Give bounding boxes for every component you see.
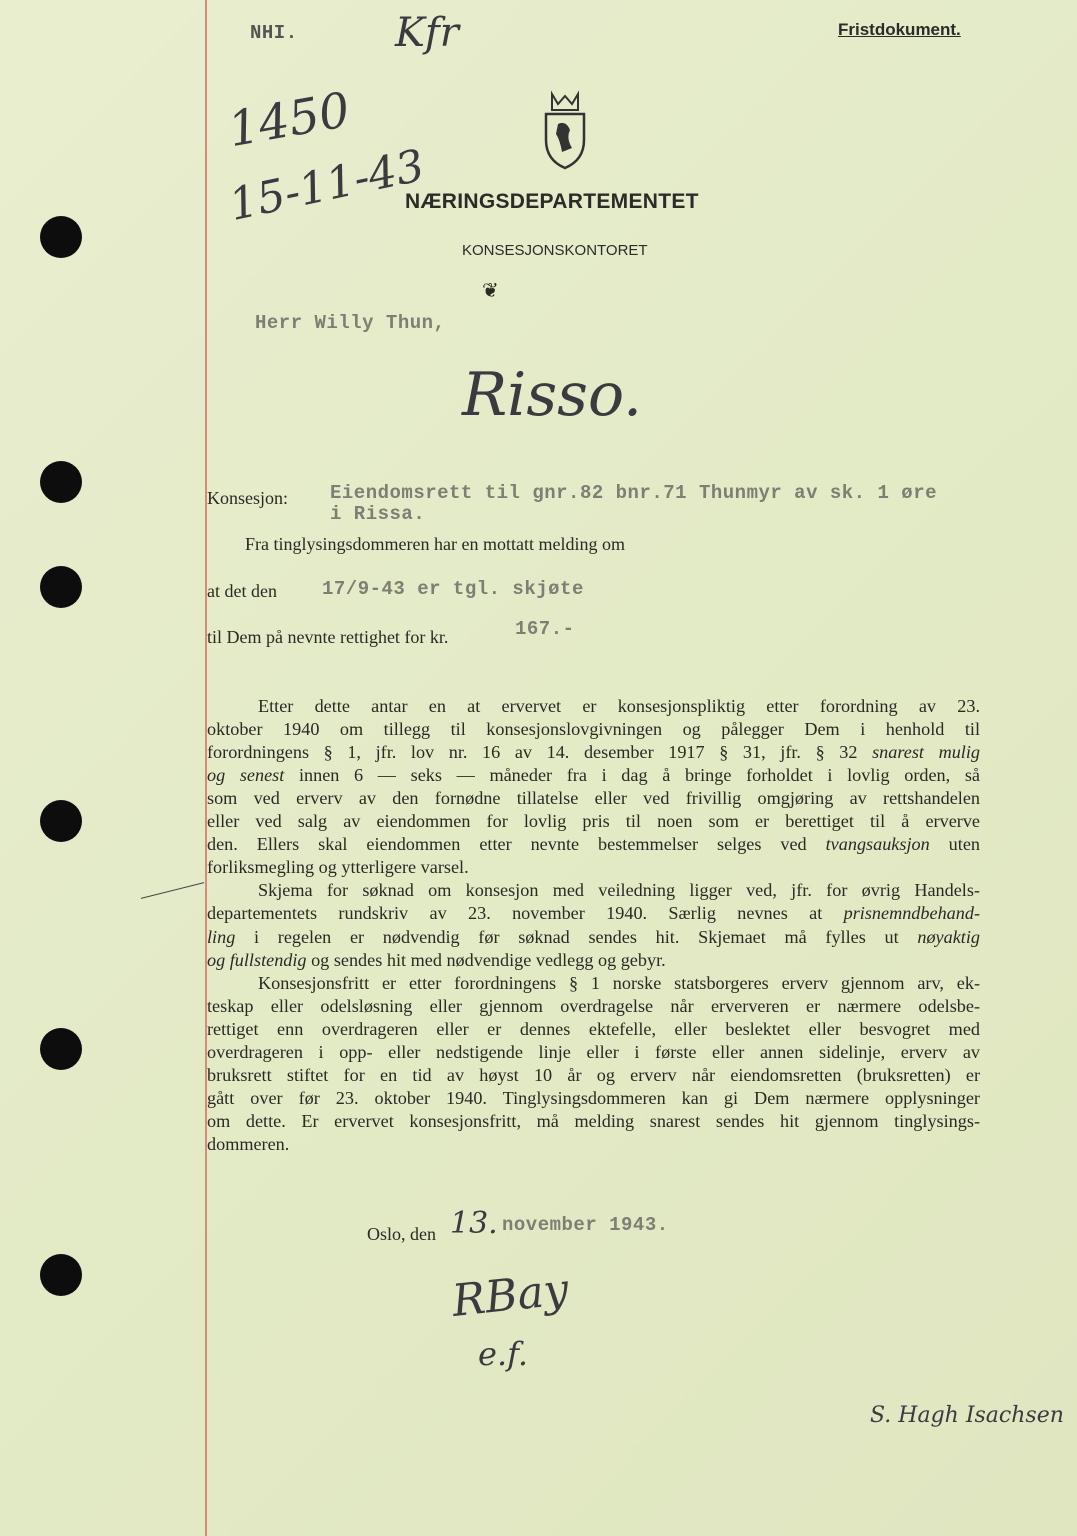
punch-hole	[40, 566, 82, 608]
body-line	[207, 1087, 980, 1109]
text-segment: uten	[929, 834, 980, 855]
text-segment: Etter dette antar en at ervervet er konsesjonspliktig etter forordning av 23.	[258, 696, 980, 716]
body-line	[207, 949, 980, 971]
body-line	[207, 741, 980, 763]
italic-text: prisnemndbehand-	[843, 903, 980, 924]
text-segment: Konsesjonsfritt er etter forordningens § 1 norske statsborgeres erverv gjennom arv, ek-	[258, 972, 980, 993]
pen-mark	[141, 882, 204, 899]
body-line	[207, 833, 980, 855]
handwritten-initials: Kfr	[395, 10, 459, 56]
punch-hole	[40, 800, 82, 842]
text-segment: den. Ellers skal eiendommen etter nevnte bestemmelser selges ved	[207, 834, 826, 855]
notice-text: Fra tinglysingsdommeren har en mottatt melding om	[245, 534, 625, 554]
body-line	[207, 1110, 980, 1132]
body-line	[207, 1041, 980, 1063]
date-value: 17/9-43 er tgl. skjøte	[322, 578, 584, 600]
text-segment: og sendes hit med nødvendige vedlegg og gebyr.	[306, 949, 666, 970]
concession-value-line1: Eiendomsrett til gnr.82 bnr.71 Thunmyr av sk. 1 øre	[330, 482, 937, 504]
body-line	[207, 926, 980, 948]
text-segment: innen 6 — seks — måneder fra i dag å bringe forholdet i lovlig orden, så	[284, 765, 980, 786]
body-line	[207, 787, 980, 809]
text-segment: forliksmegling og ytterligere varsel.	[207, 857, 469, 878]
concession-value-line2: i Rissa.	[330, 503, 426, 525]
text-segment: om dette. Er ervervet konsesjonsfritt, må melding snarest sendes hit gjennom tinglysings-	[207, 1110, 980, 1131]
punch-hole	[40, 1028, 82, 1070]
text-segment: oktober 1940 om tillegg til konsesjonslovgivningen og pålegger Dem i henhold til	[207, 719, 980, 740]
recipient-name: Herr Willy Thun,	[255, 312, 446, 334]
italic-text: og senest	[207, 765, 285, 786]
text-segment: teskap eller odelsløsning eller gjennom overdragelse når erververen er nærmere odelsbe-	[207, 995, 980, 1016]
recipient-place: Risso.	[462, 360, 643, 430]
signature-note: e.f.	[478, 1335, 528, 1373]
text-segment: gått over før 23. oktober 1940. Tinglysingsdommeren kan gi Dem nærmere opplysninger	[207, 1087, 980, 1108]
office-name: KONSESJONSKONTORET	[462, 242, 648, 259]
handwritten-day: 13.	[450, 1206, 498, 1241]
concession-label: Konsesjon:	[207, 488, 288, 508]
handwritten-number: 1450	[224, 81, 355, 159]
text-segment: bruksrett stiftet for en tid av høyst 10 år og erverv når eiendomsretten (bruksretten) er	[207, 1064, 980, 1085]
body-line	[258, 879, 980, 901]
text-segment: forordningens § 1, jfr. lov nr. 16 av 14. desember 1917 § 31, jfr. § 32	[207, 742, 873, 763]
body-line	[207, 718, 980, 740]
italic-text: og fullstendig	[207, 949, 307, 970]
place-label: Oslo, den	[367, 1224, 436, 1244]
code-stamp: NHI.	[250, 22, 298, 44]
body-line	[207, 995, 980, 1017]
department-name: NÆRINGSDEPARTEMENTET	[405, 190, 699, 213]
body-line	[207, 1064, 980, 1086]
italic-text: snarest mulig	[872, 742, 980, 763]
text-segment: dommeren.	[207, 1133, 290, 1154]
body-line	[207, 764, 980, 786]
amount-label: til Dem på nevnte rettighet for kr.	[207, 627, 449, 647]
second-signature: S. Hagh Isachsen	[870, 1403, 1064, 1428]
text-segment: eller ved salg av eiendommen for lovlig pris til noen som er berettiget til å erverve	[207, 811, 980, 832]
body-line	[207, 1018, 980, 1040]
month-year: november 1943.	[502, 1214, 669, 1236]
body-line	[207, 810, 980, 832]
ornament-icon: ❦	[482, 280, 499, 302]
punch-hole	[40, 461, 82, 503]
text-segment: rettiget enn overdrageren eller er dennes ektefelle, eller beslektet eller besvogret med	[207, 1018, 980, 1039]
italic-text: nøyaktig	[917, 926, 980, 947]
text-segment: Skjema for søknad om konsesjon med veiledning ligger ved, jfr. for øvrig Handels-	[258, 880, 980, 901]
handwritten-date: 15-11-43	[224, 140, 429, 231]
text-segment: som ved erverv av den fornødne tillatelse eller ved frivillig omgjøring av rettshandelen	[207, 788, 980, 809]
italic-text: ling	[207, 926, 236, 947]
signature: RBay	[449, 1264, 571, 1327]
coat-of-arms-icon	[540, 90, 590, 170]
body-line	[207, 856, 980, 878]
italic-text: tvangsauksjon	[825, 834, 930, 855]
text-segment: departementets rundskriv av 23. november 1940. Særlig nevnes at	[207, 903, 844, 924]
date-label: at det den	[207, 581, 277, 601]
punch-hole	[40, 1254, 82, 1296]
body-line	[207, 1133, 980, 1155]
body-line	[258, 972, 980, 994]
text-segment: i regelen er nødvendig før søknad sendes hit. Skjemaet må fylles ut	[235, 926, 918, 947]
text-segment: overdrageren i opp- eller nedstigende linje eller i første eller annen sidelinje, erverv av	[207, 1041, 980, 1062]
document-type: Fristdokument.	[838, 20, 961, 39]
body-line	[207, 902, 980, 924]
body-line	[258, 695, 980, 717]
punch-hole	[40, 216, 82, 258]
amount-value: 167.-	[515, 618, 575, 640]
